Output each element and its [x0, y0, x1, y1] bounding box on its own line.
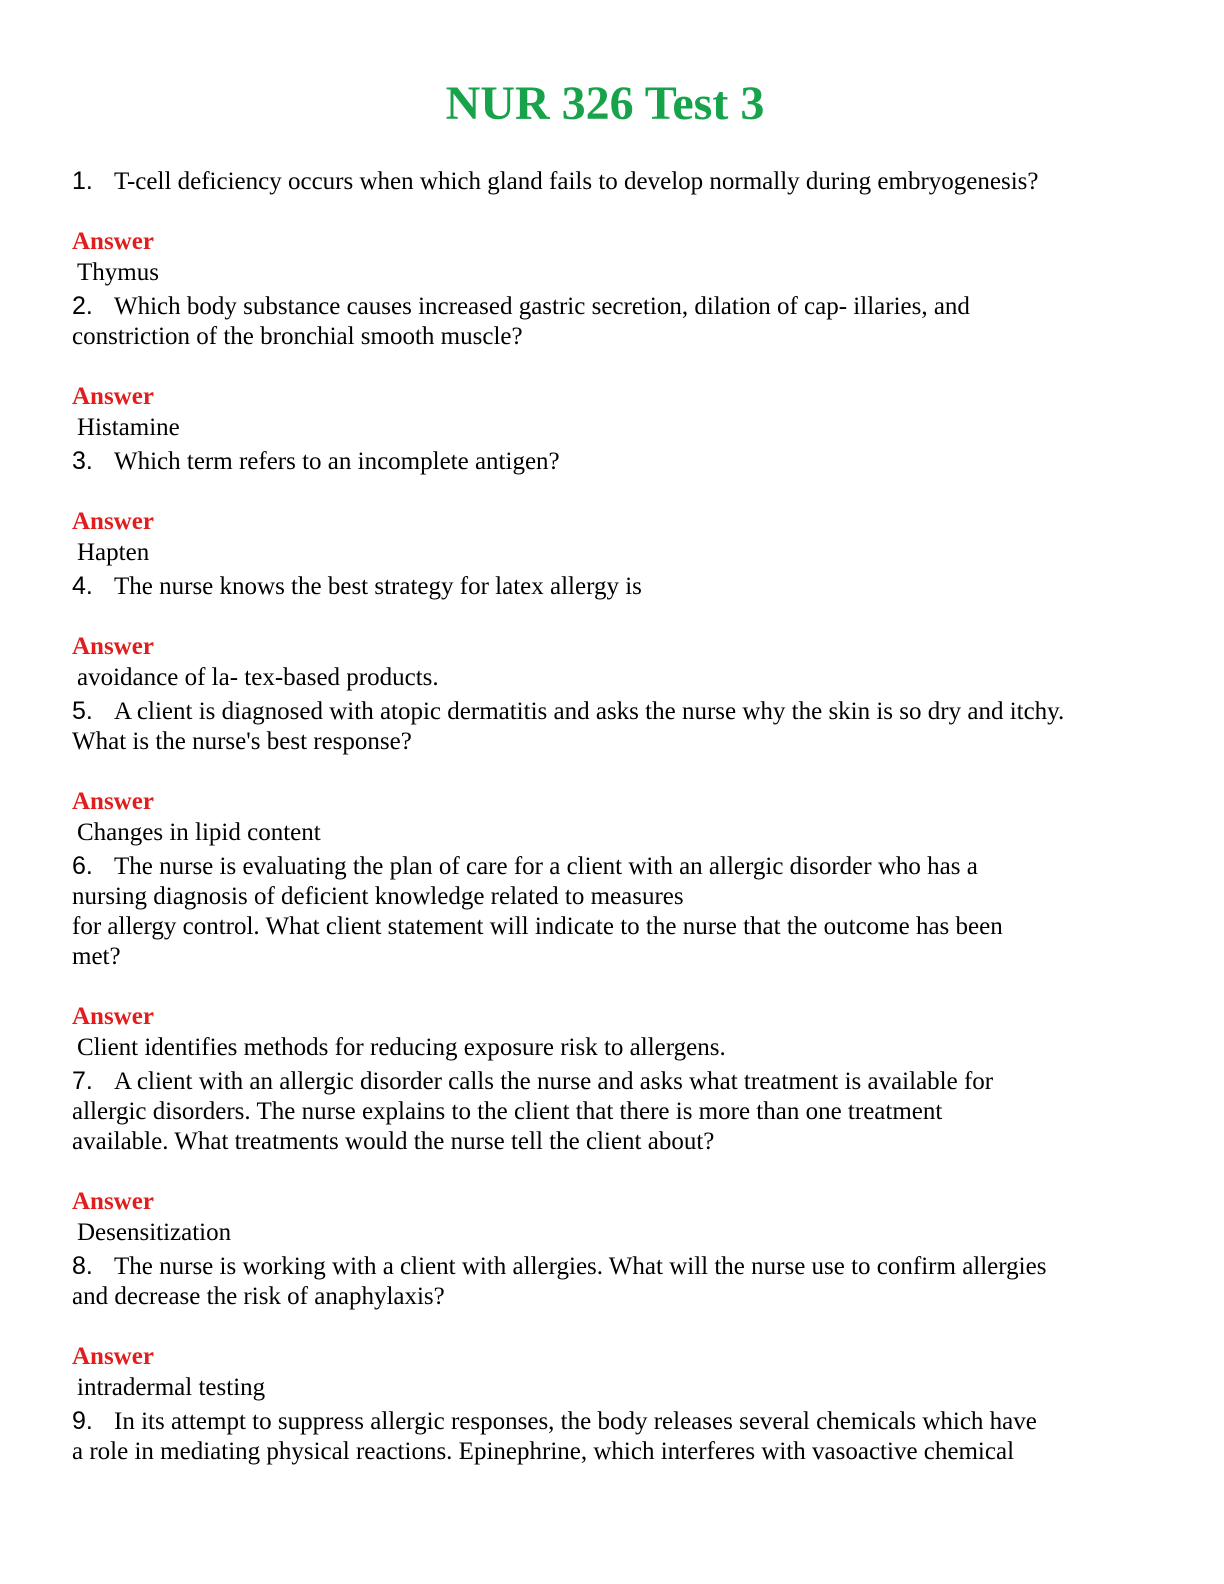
- answer-label: Answer: [72, 1188, 154, 1215]
- question-number: 3.: [72, 447, 93, 475]
- question-text-line: T-cell deficiency occurs when which gland fails to develop normally during embryogenesis?: [114, 168, 1039, 195]
- question-3: [0, 446, 1224, 477]
- question-number: 5.: [72, 697, 93, 725]
- question-number: 7.: [72, 1067, 93, 1095]
- question-text-line: nursing diagnosis of deficient knowledge related to measures: [72, 883, 684, 910]
- question-text-line: A client with an allergic disorder calls the nurse and asks what treatment is available for: [114, 1068, 994, 1095]
- question-7: [0, 1066, 1224, 1157]
- question-9: [0, 1406, 1224, 1467]
- answer-text: Hapten: [77, 539, 150, 566]
- answer-text: avoidance of la- tex-based products.: [77, 664, 439, 691]
- question-text-line: A client is diagnosed with atopic dermatitis and asks the nurse why the skin is so dry and itchy.: [114, 698, 1065, 725]
- answer-label: Answer: [72, 508, 154, 535]
- question-text-line: The nurse knows the best strategy for latex allergy is: [114, 573, 642, 600]
- question-5: [0, 696, 1224, 757]
- question-text-line: met?: [72, 943, 121, 970]
- question-text-line: The nurse is working with a client with allergies. What will the nurse use to confirm allergies: [114, 1253, 1047, 1280]
- answer-text: Thymus: [77, 259, 159, 286]
- question-8: [0, 1251, 1224, 1312]
- question-text-line: allergic disorders. The nurse explains to the client that there is more than one treatment: [72, 1098, 943, 1125]
- answer-label: Answer: [72, 228, 154, 255]
- question-list: [0, 166, 1224, 1467]
- answer-text: Histamine: [77, 414, 180, 441]
- question-text-line: What is the nurse's best response?: [72, 728, 412, 755]
- question-text-line: Which body substance causes increased gastric secretion, dilation of cap- illaries, and: [114, 293, 970, 320]
- question-number: 1.: [72, 167, 93, 195]
- question-number: 4.: [72, 572, 93, 600]
- answer-label: Answer: [72, 383, 154, 410]
- answer-text: Desensitization: [77, 1219, 232, 1246]
- question-text-line: The nurse is evaluating the plan of care for a client with an allergic disorder who has a: [114, 853, 978, 880]
- question-6: [0, 851, 1224, 972]
- question-number: 8.: [72, 1252, 93, 1280]
- answer-label: Answer: [72, 788, 154, 815]
- question-text-line: available. What treatments would the nurse tell the client about?: [72, 1128, 715, 1155]
- question-number: 6.: [72, 852, 93, 880]
- answer-text: Client identifies methods for reducing exposure risk to allergens.: [77, 1034, 726, 1061]
- question-text-line: In its attempt to suppress allergic responses, the body releases several chemicals which have: [114, 1408, 1037, 1435]
- answer-label: Answer: [72, 1343, 154, 1370]
- page-title: NUR 326 Test 3: [445, 77, 765, 130]
- question-text-line: constriction of the bronchial smooth muscle?: [72, 323, 523, 350]
- question-text-line: and decrease the risk of anaphylaxis?: [72, 1283, 445, 1310]
- question-text-line: a role in mediating physical reactions. Epinephrine, which interferes with vasoactive chemical: [72, 1438, 1015, 1465]
- answer-label: Answer: [72, 1003, 154, 1030]
- question-number: 2.: [72, 292, 93, 320]
- answer-label: Answer: [72, 633, 154, 660]
- question-text-line: for allergy control. What client statement will indicate to the nurse that the outcome has been: [72, 913, 1003, 940]
- question-text-line: Which term refers to an incomplete antigen?: [114, 448, 560, 475]
- question-2: [0, 291, 1224, 352]
- question-number: 9.: [72, 1407, 93, 1435]
- answer-text: Changes in lipid content: [77, 819, 321, 846]
- answer-text: intradermal testing: [77, 1374, 266, 1401]
- question-4: [0, 571, 1224, 602]
- question-1: [0, 166, 1224, 197]
